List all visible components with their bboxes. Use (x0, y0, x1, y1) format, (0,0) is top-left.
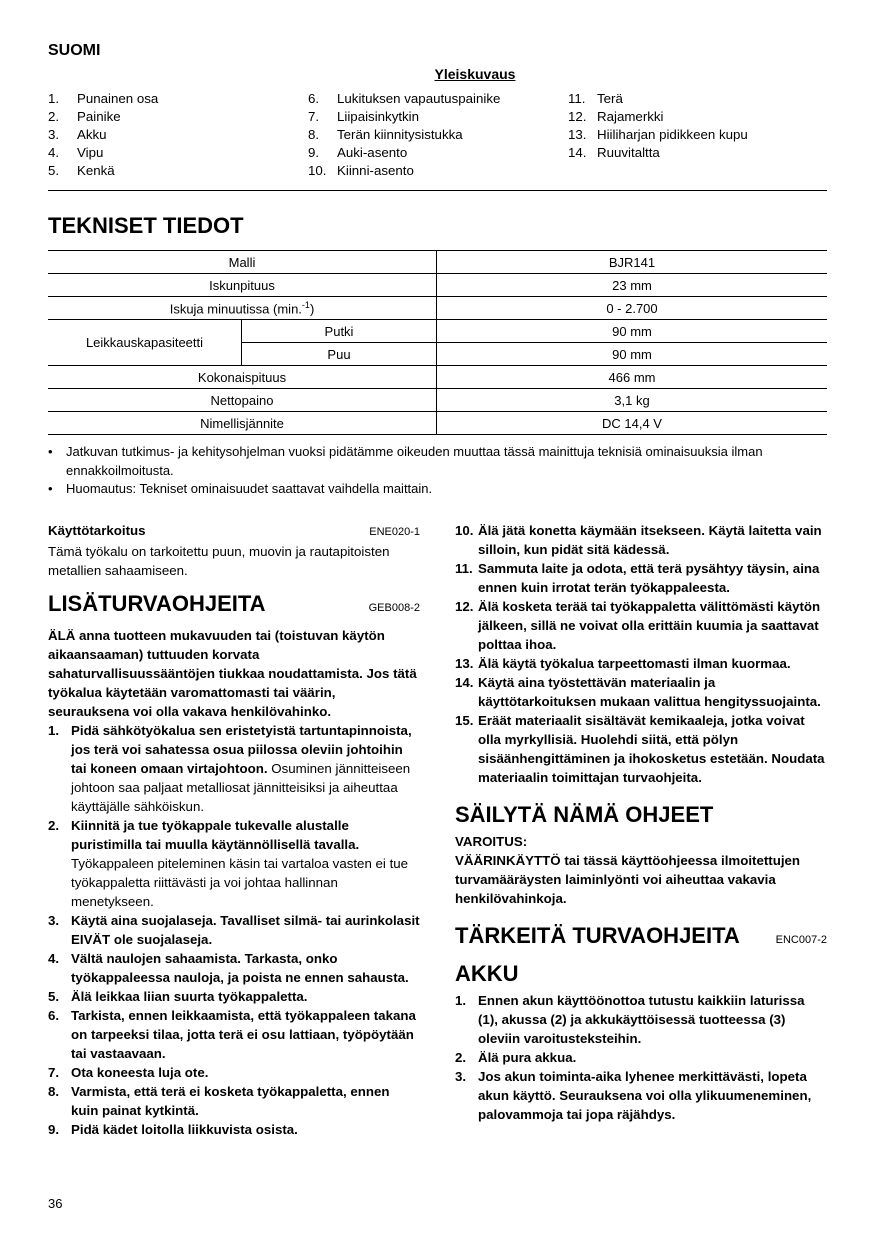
spec-value: DC 14,4 V (437, 412, 828, 435)
list-item: 14. Käytä aina työstettävän materiaalin ja käyttötarkoituksen mukaan valittua hengityssuojainta. (455, 675, 821, 709)
overview-item: 11. Terä (568, 91, 623, 106)
list-item: 4. Vältä naulojen sahaamista. Tarkasta, onko työkappaleessa nauloja, ja poista ne ennen sahausta. (48, 951, 409, 985)
specs-title: TEKNISET TIEDOT (48, 213, 244, 238)
list-item: 2. Kiinnitä ja tue työkappale tukevalle alustalle puristimilla tai muulla käytännöllisellä tavalla. Työkappaleen piteleminen käsin tai vartaloa vasten ei tue työkappaletta riittävästi ja voi johtaa hallinnan menetykseen. (48, 818, 409, 909)
spec-sublabel: Putki (242, 320, 437, 343)
overview-item: 5. Kenkä (48, 163, 115, 178)
spec-label: Nettopaino (48, 389, 437, 412)
spec-value: 90 mm (437, 343, 828, 366)
overview-item: 6. Lukituksen vapautuspainike (308, 91, 501, 106)
spec-label: Iskuja minuutissa (min.$^{-1}$) (48, 297, 437, 320)
overview-item: 12. Rajamerkki (568, 109, 664, 124)
page-number: 36 (48, 1196, 63, 1211)
list-item: 7. Ota koneesta luja ote. (48, 1065, 209, 1080)
overview-item: 8. Terän kiinnitysistukka (308, 127, 463, 142)
safety-intro: ÄLÄ anna tuotteen mukavuuden tai (toistuvan käytön aikaansaaman) tuttuuden korvata sahaturvallisuussääntöjen tiukkaa noudattamista. Jos tätä työkalua käytetään varomattomasti tai väärin, seurauksena voi olla vakava henkilövahinko. (48, 628, 417, 719)
right-column (455, 521, 827, 1124)
note-item: • Huomautus: Tekniset ominaisuudet saattavat vaihdella maittain. (48, 481, 433, 496)
list-item: 2. Älä pura akkua. (455, 1050, 577, 1065)
list-item: 12. Älä kosketa terää tai työkappaletta välittömästi käytön jälkeen, sillä ne voivat olla erittäin kuumia ja saattavat polttaa ihoa. (455, 599, 821, 652)
battery-title: AKKU (455, 961, 519, 986)
spec-value: 0 - 2.700 (437, 297, 828, 320)
spec-label: Iskunpituus (48, 274, 437, 297)
spec-value: 23 mm (437, 274, 828, 297)
note-item: • Jatkuvan tutkimus- ja kehitysohjelman vuoksi pidätämme oikeuden muuttaa tässä mainittuja teknisiä ominaisuuksia ilman ennakkoilmoitusta. (48, 444, 763, 478)
table-row (48, 389, 827, 412)
important-safety-title: TÄRKEITÄ TURVAOHJEITA (455, 923, 740, 948)
overview-item: 10. Kiinni-asento (308, 163, 414, 178)
list-item: 1. Ennen akun käyttöönottoa tutustu kaikkiin laturissa (1), akussa (2) ja akkukäyttöisessä tuotteessa (3) oleviin varoitusteksteihin. (455, 993, 805, 1046)
overview-item: 14. Ruuvitaltta (568, 145, 660, 160)
important-safety-code: ENC007-2 (775, 934, 827, 946)
spec-value: 3,1 kg (437, 389, 828, 412)
table-row (48, 297, 827, 320)
spec-notes (48, 443, 838, 499)
intended-use-text: Tämä työkalu on tarkoitettu puun, muovin ja rautapitoisten metallien sahaamiseen. (48, 544, 390, 578)
list-item: 8. Varmista, että terä ei kosketa työkappaletta, ennen kuin painat kytkintä. (48, 1084, 390, 1118)
list-item: 3. Käytä aina suojalaseja. Tavalliset silmä- tai aurinkolasit EIVÄT ole suojalaseja. (48, 913, 420, 947)
warning-label: VAROITUS: (455, 834, 528, 849)
spec-sublabel: Puu (242, 343, 437, 366)
overview-column-1 (48, 90, 158, 180)
overview-item: 4. Vipu (48, 145, 104, 160)
overview-column-2 (308, 90, 500, 180)
left-column (48, 521, 420, 1139)
spec-value: 90 mm (437, 320, 828, 343)
overview-item: 7. Liipaisinkytkin (308, 109, 420, 124)
list-item: 3. Jos akun toiminta-aika lyhenee merkittävästi, lopeta akun käyttö. Seurauksena voi olla ylikuumeneminen, palovammoja tai jopa räjähdys. (455, 1069, 812, 1122)
spec-label: Kokonaispituus (48, 366, 437, 389)
overview-item: 9. Auki-asento (308, 145, 408, 160)
list-item: 5. Älä leikkaa liian suurta työkappaletta. (48, 989, 308, 1004)
section-divider (48, 190, 827, 191)
table-row (48, 320, 827, 343)
overview-item: 2. Painike (48, 109, 121, 124)
list-item: 10. Älä jätä konetta käymään itsekseen. Käytä laitetta vain silloin, kun pidät sitä kädessä. (455, 523, 822, 557)
table-row (48, 412, 827, 435)
list-item: 13. Älä käytä työkalua tarpeettomasti ilman kuormaa. (455, 656, 791, 671)
overview-item: 1. Punainen osa (48, 91, 159, 106)
table-row (48, 274, 827, 297)
spec-value: 466 mm (437, 366, 828, 389)
overview-title: Yleiskuvaus (434, 66, 516, 82)
overview-item: 3. Akku (48, 127, 107, 142)
overview-item: 13. Hiiliharjan pidikkeen kupu (568, 127, 748, 142)
list-item: 11. Sammuta laite ja odota, että terä pysähtyy täysin, aina ennen kuin irrotat terän työkappaleesta. (455, 561, 820, 595)
intended-use-title: Käyttötarkoitus (48, 523, 146, 538)
intended-use-code: ENE020-1 (369, 526, 420, 538)
spec-value: BJR141 (437, 251, 828, 274)
table-row (48, 366, 827, 389)
list-item: 9. Pidä kädet loitolla liikkuvista osista. (48, 1122, 298, 1137)
language-heading: SUOMI (48, 42, 101, 59)
list-item: 6. Tarkista, ennen leikkaamista, että työkappaleen takana on tarpeeksi tilaa, jotta terä ei osu lattiaan, työpöytään tai vastaavaan. (48, 1008, 416, 1061)
spec-label: Malli (48, 251, 437, 274)
spec-label: Nimellisjännite (48, 412, 437, 435)
safety-title: LISÄTURVAOHJEITA (48, 591, 266, 616)
warning-text: VÄÄRINKÄYTTÖ tai tässä käyttöohjeessa ilmoitettujen turvamääräysten laiminlyönti voi aiheuttaa vakavia henkilövahinkoja. (455, 853, 801, 906)
overview-column-3 (568, 90, 748, 162)
safety-code: GEB008-2 (368, 602, 420, 614)
save-instructions-title: SÄILYTÄ NÄMÄ OHJEET (455, 802, 714, 827)
specs-table (48, 250, 827, 435)
list-item: 15. Eräät materiaalit sisältävät kemikaaleja, jotka voivat olla myrkyllisiä. Huolehdi siitä, että pölyn sisäänhengittäminen ja ihokosketus estetään. Noudata materiaalin toimittajan turvaohjeita. (455, 713, 825, 785)
list-item: 1. Pidä sähkötyökalua sen eristetyistä tartuntapinnoista, jos terä voi sahatessa osua piilossa oleviin johtoihin tai koneen omaan virtajohtoon. Osuminen jännitteiseen johtoon saa paljaat metalliosat jännitteisiksi ja aiheuttaa käyttäjälle sähköiskun. (48, 723, 412, 814)
spec-label: Leikkauskapasiteetti (48, 320, 242, 366)
table-row (48, 251, 827, 274)
